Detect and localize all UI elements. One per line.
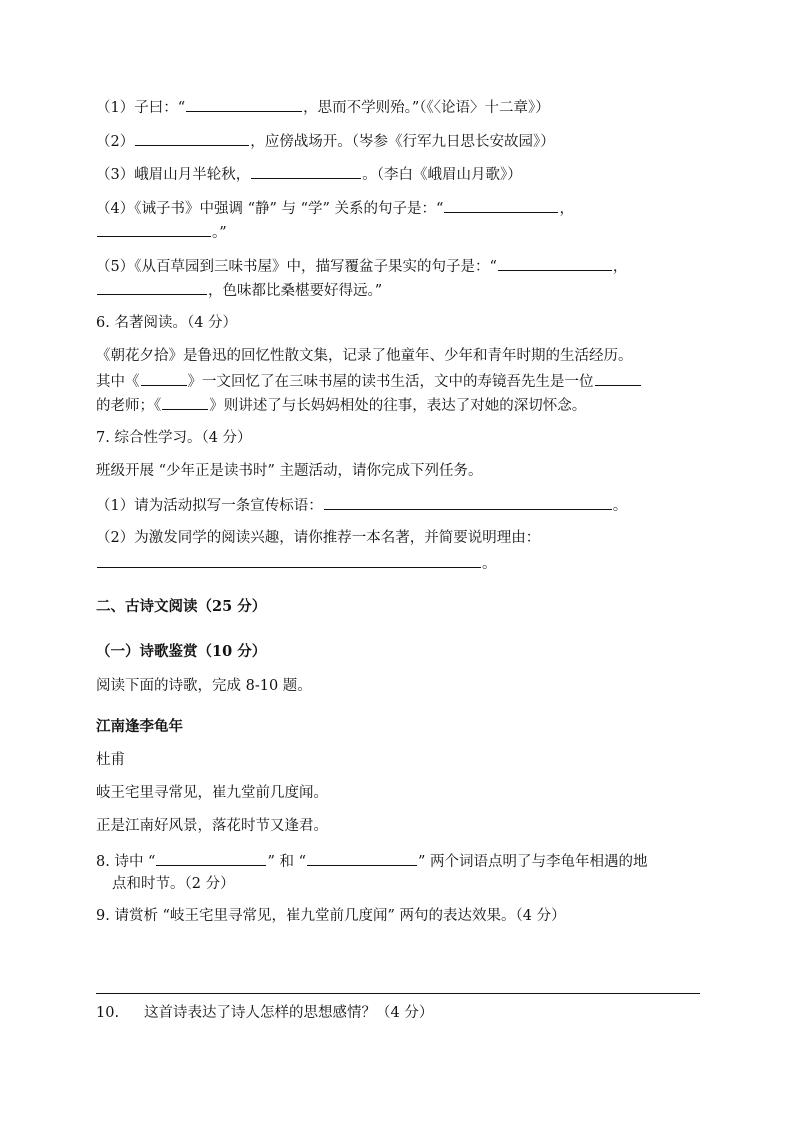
text: 。（李白《峨眉山月歌》） xyxy=(362,167,522,183)
answer-blank[interactable] xyxy=(307,850,417,866)
section-title: 二、古诗文阅读（25 分） xyxy=(96,598,267,615)
text: 》则讲述了与长妈妈相处的往事，表达了对她的深切怀念。 xyxy=(209,398,587,414)
q7-item-1 xyxy=(96,494,627,516)
q5-item-4-cont xyxy=(96,221,227,243)
q9: 9. 请赏析 “岐王宅里寻常见，崔九堂前几度闻” 两句的表达效果。（4 分） xyxy=(96,908,566,924)
answer-blank[interactable] xyxy=(324,494,612,510)
text: ，色味都比桑椹要好得远。” xyxy=(208,283,383,299)
poem-author: 杜甫 xyxy=(96,752,125,768)
q5-item-5 xyxy=(96,255,627,277)
answer-blank[interactable] xyxy=(97,552,481,568)
subsection-title: （一）诗歌鉴赏（10 分） xyxy=(96,643,267,660)
answer-blank[interactable] xyxy=(186,96,302,112)
text: （1）子曰：“ xyxy=(96,100,186,116)
answer-blank[interactable] xyxy=(97,221,211,237)
answer-blank[interactable] xyxy=(141,370,187,386)
poem-line-2: 正是江南好风景，落花时节又逢君。 xyxy=(96,818,328,834)
q5-item-2 xyxy=(96,130,555,152)
text: ” 两个词语点明了与李龟年相遇的地 xyxy=(418,854,648,870)
text: ” 和 “ xyxy=(267,854,307,870)
q5-item-4 xyxy=(96,197,574,219)
text: （5）《从百草园到三味书屋》中，描写覆盆子果实的句子是：“ xyxy=(96,259,497,275)
answer-blank[interactable] xyxy=(156,850,266,866)
text: ，思而不学则殆。”（《〈论语〉十二章》） xyxy=(303,100,550,116)
q8 xyxy=(96,850,648,872)
answer-blank[interactable] xyxy=(251,163,361,179)
text: ，应傍战场开。（岑参《行军九日思长安故园》） xyxy=(250,134,555,150)
q7-item-2-answer xyxy=(96,552,497,574)
q5-item-1 xyxy=(96,96,550,118)
text: ， xyxy=(559,201,574,217)
q6-line-3 xyxy=(96,394,586,416)
q8-cont: 点和时节。（2 分） xyxy=(112,876,235,892)
text: 8. 诗中 “ xyxy=(96,854,156,870)
answer-blank[interactable] xyxy=(444,197,558,213)
divider xyxy=(96,993,700,994)
q5-item-5-cont xyxy=(96,279,382,301)
text: （3）峨眉山月半轮秋， xyxy=(96,167,251,183)
answer-blank[interactable] xyxy=(498,255,612,271)
answer-blank[interactable] xyxy=(162,394,208,410)
q7-intro: 班级开展 “少年正是读书时” 主题活动，请你完成下列任务。 xyxy=(96,463,483,479)
text: （4）《诫子书》中强调 “静” 与 “学” 关系的句子是：“ xyxy=(96,201,444,217)
text: ， xyxy=(612,259,628,275)
q6-line-2 xyxy=(96,370,642,392)
text: 。 xyxy=(482,556,497,572)
text: 的老师；《 xyxy=(96,398,162,414)
q10-number: 10. xyxy=(96,1005,120,1021)
poem-title: 江南逢李龟年 xyxy=(96,718,183,735)
q10-text: 这首诗表达了诗人怎样的思想感情？（4 分） xyxy=(144,1005,434,1021)
q6-title: 6. 名著阅读。（4 分） xyxy=(96,315,238,331)
text: （1）请为活动拟写一条宣传标语： xyxy=(96,498,323,514)
answer-blank[interactable] xyxy=(595,370,641,386)
text: 。” xyxy=(212,225,227,241)
q6-line-1: 《朝花夕拾》是鲁迅的回忆性散文集，记录了他童年、少年和青年时期的生活经历。 xyxy=(96,348,633,364)
q5-item-3 xyxy=(96,163,522,185)
answer-blank[interactable] xyxy=(135,130,249,146)
answer-blank[interactable] xyxy=(97,279,207,295)
text: 》一文回忆了在三味书屋的读书生活，文中的寿镜吾先生是一位 xyxy=(187,374,594,390)
text: 其中《 xyxy=(96,374,140,390)
text: 。 xyxy=(612,498,628,514)
q7-item-2: （2）为激发同学的阅读兴趣，请你推荐一本名著，并简要说明理由： xyxy=(96,530,541,546)
text: （2） xyxy=(96,134,135,150)
poem-line-1: 岐王宅里寻常见，崔九堂前几度闻。 xyxy=(96,785,328,801)
q7-title: 7. 综合性学习。（4 分） xyxy=(96,430,252,446)
instructions: 阅读下面的诗歌，完成 8-10 题。 xyxy=(96,678,312,694)
